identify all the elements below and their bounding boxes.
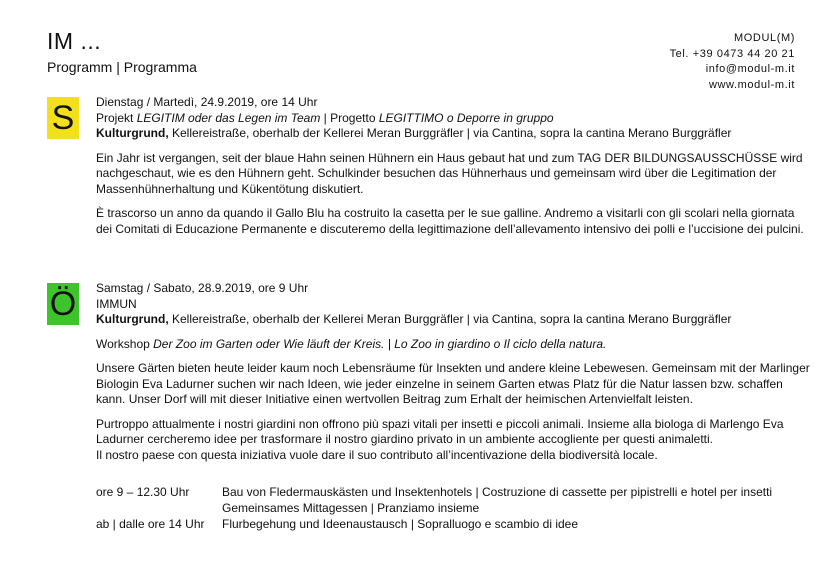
schedule-row	[96, 500, 772, 516]
event1-venue-name: Kulturgrund,	[96, 126, 169, 140]
event2-workshop-prefix: Workshop	[96, 336, 154, 351]
event2-text-de: Unsere Gärten bieten heute leider kaum noch Lebensräume für Insekten und andere kleine Lebewesen. Gemeinsam mit der Marlinger Biologin Eva Ladurner suchen wir nach Ideen, wie jeder einzelne in seinem Garten etwas Platz für die Natur lassen bzw. schaffen kann. Unser Dorf will mit dieser Initiative einen wertvollen Beitrag zum Erhalt der heimischen Artenvielfalt leisten.	[96, 361, 810, 406]
contact-phone: Tel. +39 0473 44 20 21	[669, 47, 795, 60]
schedule-row	[96, 484, 772, 500]
event1-project	[96, 111, 811, 127]
event1-date: Dienstag / Martedì, 24.9.2019, ore 14 Uhr	[96, 95, 318, 109]
event1-project-mid: | Progetto	[320, 110, 379, 125]
event2-text-it-1: Purtroppo attualmente i nostri giardini non offrono più spazi vitali per insetti e piccoli animali. Insieme alla biologa di Marlengo Eva Ladurner cercheremo idee per trasformare il nostro giardino privato in un ambiente accogliente per questi animaletti.	[96, 416, 784, 446]
event2-text-it-2: Il nostro paese con questa iniziativa vuole dare il suo contributo all’incentivazione della biodiversità locale.	[96, 447, 658, 462]
page-title: IM ...	[47, 28, 102, 54]
schedule-row	[96, 516, 772, 532]
event2-venue	[96, 312, 811, 328]
schedule-time: ab | dalle ore 14 Uhr	[96, 517, 205, 531]
event1-block	[96, 95, 811, 237]
schedule-time	[96, 500, 222, 516]
event2-date: Samstag / Sabato, 28.9.2019, ore 9 Uhr	[96, 281, 309, 295]
event1-project-prefix: Projekt	[96, 110, 137, 125]
event1-badge: S	[47, 97, 79, 139]
schedule-desc: Flurbegehung und Ideenaustausch | Sopralluogo e scambio di idee	[222, 517, 579, 531]
event1-venue	[96, 126, 811, 142]
event2-venue-address: Kellereistraße, oberhalb der Kellerei Meran Burggräfler | via Cantina, sopra la cantina Merano Burggräfler	[168, 312, 732, 326]
contact-email[interactable]: info@modul-m.it	[705, 63, 795, 75]
event2-badge: Ö	[47, 283, 79, 325]
schedule-desc: Bau von Fledermauskästen und Insektenhotels | Costruzione di cassette per pipistrelli e hotel per insetti	[222, 485, 773, 499]
contact-website[interactable]: www.modul-m.it	[708, 78, 795, 91]
schedule-time: ore 9 – 12.30 Uhr	[96, 485, 190, 499]
event2-workshop	[96, 337, 811, 353]
event1-project-de: LEGITIM oder das Legen im Team	[136, 110, 321, 125]
event2-schedule	[96, 484, 772, 532]
event1-text-de: Ein Jahr ist vergangen, seit der blaue Hahn seinen Hühnern ein Haus gebaut hat und zum TAG DER BILDUNGSAUSSCHÜSSE wird nachgeschaut, wie es den Hühnern geht. Schulkinder besuchen das Hühnerhaus und gemeinsam wird über die Legitimation der Massenhühnerhaltung und Kükentötung diskutiert.	[96, 150, 803, 196]
contact-block	[670, 31, 795, 93]
event1-project-it: LEGITTIMO o Deporre in gruppo	[378, 110, 554, 125]
schedule-desc: Gemeinsames Mittagessen | Pranziamo insieme	[222, 501, 480, 515]
page-subtitle: Programm | Programma	[47, 59, 197, 75]
contact-org: MODUL(M)	[733, 32, 795, 44]
event2-block	[96, 281, 811, 463]
event2-name: IMMUN	[96, 296, 137, 311]
event2-workshop-title: Der Zoo im Garten oder Wie läuft der Kreis. | Lo Zoo in giardino o Il ciclo della natura.	[153, 336, 607, 351]
event1-text-it: È trascorso un anno da quando il Gallo Blu ha costruito la casetta per le sue galline. Andremo a visitarli con gli scolari nella giornata dei Comitati di Educazione Permanente e discuteremo della legittimazione dell’allevamento intensivo dei polli e l’uccisione dei pulcini.	[96, 206, 804, 236]
event2-venue-name: Kulturgrund,	[96, 312, 169, 326]
event1-venue-address: Kellereistraße, oberhalb der Kellerei Meran Burggräfler | via Cantina, sopra la cantina Merano Burggräfler	[168, 126, 732, 140]
